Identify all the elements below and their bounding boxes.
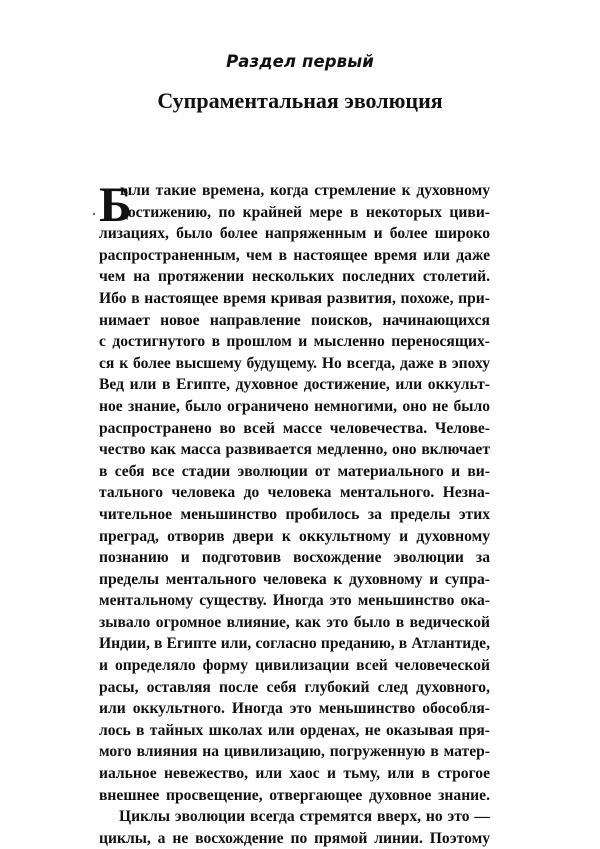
chapter-title: Супраментальная эволюция [157, 88, 443, 113]
text-line: Циклы эволюции всегда стремятся вверх, но это — [119, 808, 490, 826]
text-line: пределы ментального человека к духовному и супра- [99, 570, 490, 588]
margin-mark [93, 213, 95, 215]
text-line: ся к более высшему будущему. Но всегда, даже в эпоху [99, 354, 490, 372]
text-line: чество как масса развивается медленно, оно включает [99, 441, 490, 459]
text-line: ментальному существу. Иногда это меньшинство ока- [99, 592, 490, 610]
text-line: иальное невежество, или хаос и тьму, или в строгое [99, 765, 490, 783]
text-line: мого влияния на цивилизацию, погруженную в матер- [99, 743, 490, 761]
text-line: преград, отворив двери к оккультному и духовному [99, 527, 490, 545]
text-line: Индии, в Египте или, согласно преданию, в Атлантиде, [99, 635, 490, 653]
text-line: расы, оставляя после себя глубокий след духовного, [99, 678, 490, 696]
text-line: познанию и подготовив восхождение эволюции за [99, 549, 490, 567]
text-line: распространенным, чем в настоящее время или даже [99, 246, 490, 264]
text-line: чем на протяжении нескольких последних столетий. [99, 268, 490, 286]
text-line: циклы, а не восхождение по прямой линии. Поэтому [99, 829, 490, 847]
drop-cap: Б [99, 176, 133, 232]
text-line: тального человека до человека ментального. Незна- [99, 484, 490, 502]
text-line: распространено во всей массе человечества. Челове- [99, 419, 490, 437]
text-line: в себя все стадии эволюции от материального и ви- [99, 462, 490, 480]
text-line: ное знание, было ограничено немногими, оно не было [99, 397, 490, 415]
text-line: Вед или в Египте, духовное достижение, или оккульт- [99, 376, 490, 394]
text-line: или оккультного. Иногда это меньшинство обособля- [99, 700, 490, 718]
text-line: достижению, по крайней мере в некоторых циви- [120, 203, 490, 221]
text-line: зывало огромное влияние, как это было в ведической [99, 613, 490, 631]
text-line: лизациях, было более напряженным и более широко [99, 225, 490, 243]
text-line: внешнее просвещение, отвергающее духовное знание. [99, 786, 490, 804]
section-label: Раздел первый [226, 52, 374, 71]
body-text [99, 176, 490, 849]
text-line: нимает новое направление поисков, начинающихся [99, 311, 490, 329]
text-line: с достигнутого в прошлом и мысленно переносящих- [99, 333, 490, 351]
text-line: чительное меньшинство пробилось за пределы этих [99, 505, 490, 523]
text-line: Ибо в настоящее время кривая развития, похоже, при- [99, 289, 490, 307]
text-line: ыли такие времена, когда стремление к духовному [120, 182, 490, 199]
text-line: лось в тайных школах или орденах, не оказывая пря- [99, 721, 490, 739]
text-line: и определяло форму цивилизации всей человеческой [99, 657, 490, 675]
